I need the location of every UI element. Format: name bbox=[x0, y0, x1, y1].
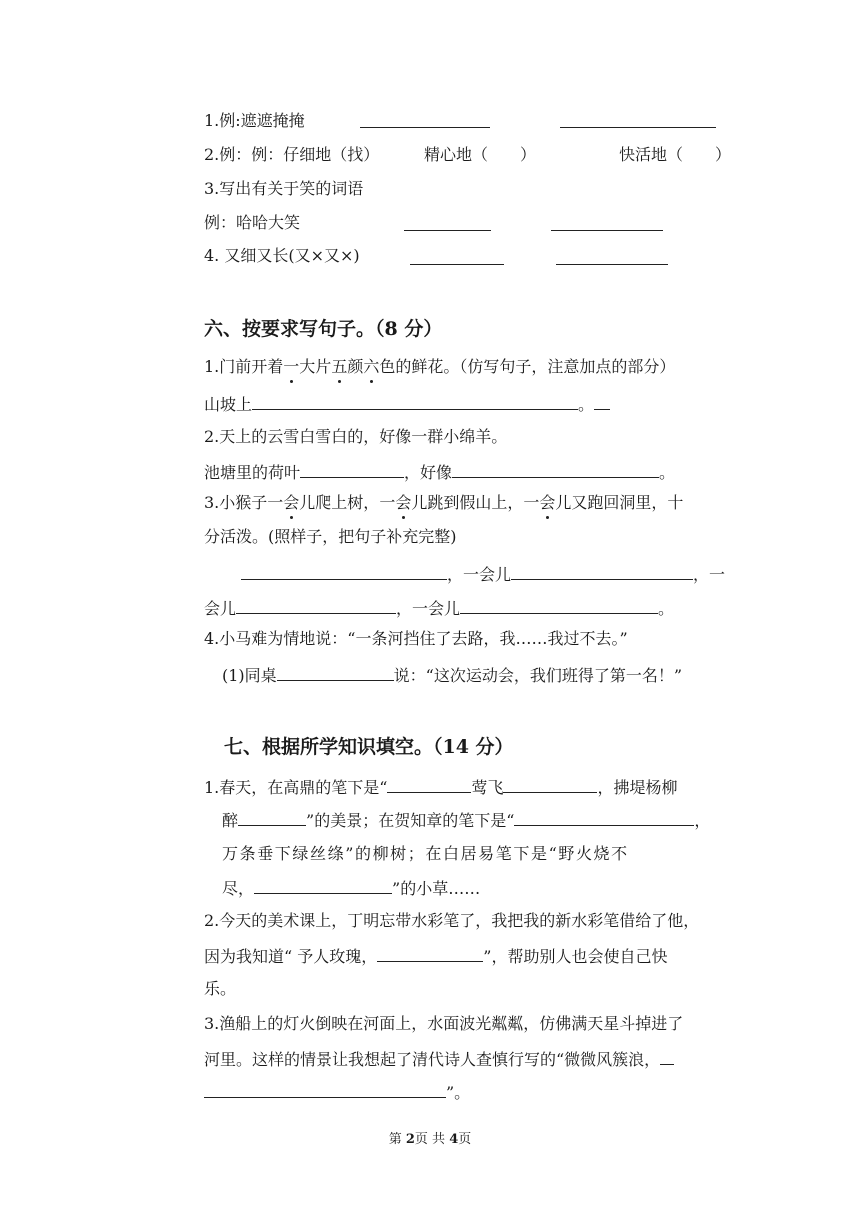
s6-q3-ans1-text: ，一会儿 bbox=[447, 565, 512, 584]
section6-heading: 六、按要求写句子。（8 分） bbox=[204, 318, 443, 340]
s7-q2-l2-a: 因为我知道“ 予人玫瑰， bbox=[204, 947, 378, 966]
s6-q3-blank-4[interactable] bbox=[460, 596, 658, 614]
s5-q2 bbox=[204, 144, 379, 166]
s6-q1-answer-suffix: 。 bbox=[578, 395, 595, 414]
s6-q3-answer-2 bbox=[204, 596, 674, 620]
s7-q2-line1 bbox=[204, 910, 699, 932]
s6-q2-answer-mid: ，好像 bbox=[404, 463, 453, 482]
page-footer bbox=[0, 1128, 860, 1147]
s6-q1-text-a: 1.门前开着 bbox=[204, 357, 284, 376]
emphasis-dot-char: 五 bbox=[331, 357, 348, 376]
s6-q2-blank-2[interactable] bbox=[452, 460, 659, 478]
s7-q2-line3 bbox=[204, 978, 236, 1000]
s7-q1-l4-a: 尽， bbox=[222, 879, 255, 898]
s7-q1-l1-b: 莺飞 bbox=[471, 778, 504, 797]
s6-q3-line2-text: 分活泼。(照样子，把句子补充完整) bbox=[204, 527, 457, 546]
s6-q4 bbox=[204, 628, 628, 650]
s6-q4-sub bbox=[222, 663, 682, 687]
s5-q4-blank-2[interactable] bbox=[556, 264, 668, 265]
s7-q1-blank-2[interactable] bbox=[503, 775, 597, 793]
s6-q3-blank-3[interactable] bbox=[236, 596, 396, 614]
s6-q4-blank[interactable] bbox=[277, 663, 394, 681]
s7-q1-blank-1[interactable] bbox=[387, 775, 471, 793]
s7-q3-blank[interactable] bbox=[204, 1080, 446, 1098]
s6-q3-ans2-text: ，一 bbox=[693, 565, 726, 584]
s5-q1-label: 1.例:遮遮掩掩 bbox=[204, 111, 305, 130]
s6-q3-answer-1 bbox=[241, 562, 725, 586]
s7-q1-l3: 万条垂下绿丝绦”的柳树；在白居易笔下是“野火烧不 bbox=[222, 844, 629, 863]
s5-q2-item3 bbox=[619, 144, 731, 166]
s7-q1-l2-b: ”的美景；在贺知章的笔下是“ bbox=[306, 811, 515, 830]
s6-q2-answer-prefix: 池塘里的荷叶 bbox=[204, 463, 301, 482]
s7-q1-blank-4[interactable] bbox=[514, 808, 694, 826]
s6-q2-answer bbox=[204, 460, 675, 484]
s7-q1-line1 bbox=[204, 775, 677, 799]
footer-total-pages: 4 bbox=[449, 1132, 459, 1147]
s7-q1-l1-c: ，拂堤杨柳 bbox=[597, 778, 678, 797]
s6-q3-blank-1[interactable] bbox=[241, 562, 447, 580]
footer-suffix: 页 bbox=[458, 1132, 472, 1147]
emphasis-dot-phrase: 一会儿 bbox=[379, 493, 428, 512]
emphasis-dot-char: 一 bbox=[283, 357, 300, 376]
s5-q3-label: 3.写出有关于笑的词语 bbox=[204, 179, 364, 198]
s6-q1-blank-tail bbox=[594, 392, 610, 410]
s5-q1-blank-1[interactable] bbox=[360, 127, 490, 128]
s6-q3-text-d: 又跑回洞里，十 bbox=[571, 493, 684, 512]
s6-q3-ans3-mid: ，一会儿 bbox=[396, 599, 461, 618]
s5-q3-blank-1[interactable] bbox=[404, 230, 491, 231]
s7-q2-line2 bbox=[204, 944, 667, 968]
s5-q2-prefix: 2.例：例：仔细地（找） bbox=[204, 145, 380, 164]
s6-q3 bbox=[204, 492, 683, 514]
s6-q1 bbox=[204, 356, 675, 378]
s5-q2-item2-text: 精心地（ ） bbox=[424, 145, 537, 164]
s7-q2-l2-b: ”，帮助别人也会使自己快 bbox=[483, 947, 668, 966]
s7-q1-l2-c: ， bbox=[694, 811, 711, 830]
emphasis-dot-phrase: 一会儿 bbox=[523, 493, 572, 512]
s6-q4-text: 4.小马难为情地说：“一条河挡住了去路，我……我过不去。” bbox=[204, 629, 628, 648]
s7-q3-l1: 3.渔船上的灯火倒映在河面上，水面波光粼粼，仿佛满天星斗掉进了 bbox=[204, 1014, 684, 1033]
s7-q1-line3 bbox=[222, 843, 629, 865]
s5-q2-item2 bbox=[424, 144, 536, 166]
footer-prefix: 第 bbox=[388, 1132, 406, 1147]
s5-q4-blank-1[interactable] bbox=[410, 264, 504, 265]
s6-q1-text-b: 大片 bbox=[299, 357, 332, 376]
s7-q2-blank[interactable] bbox=[377, 944, 483, 962]
s6-q1-blank[interactable] bbox=[252, 392, 578, 410]
footer-current-page: 2 bbox=[405, 1132, 415, 1147]
s5-q4 bbox=[204, 245, 360, 267]
s7-q1-line4 bbox=[222, 876, 480, 900]
s7-q1-l4-b: ”的小草…… bbox=[392, 879, 481, 898]
section7-heading: 七、根据所学知识填空。（14 分） bbox=[224, 736, 514, 758]
s7-q1-l1-a: 1.春天，在高鼎的笔下是“ bbox=[204, 778, 388, 797]
s6-q1-answer-prefix: 山坡上 bbox=[204, 395, 253, 414]
s7-q3-blank-start[interactable] bbox=[660, 1047, 674, 1065]
s6-q3-ans3-prefix: 会儿 bbox=[204, 599, 237, 618]
s6-q3-blank-2[interactable] bbox=[511, 562, 693, 580]
s7-q2-l3: 乐。 bbox=[204, 979, 237, 998]
s7-q1-blank-5[interactable] bbox=[254, 876, 392, 894]
s6-q3-ans3-suffix: 。 bbox=[658, 599, 675, 618]
s5-q1-blank-2[interactable] bbox=[560, 127, 716, 128]
emphasis-dot-phrase: 一会儿 bbox=[267, 493, 316, 512]
footer-middle: 页 共 bbox=[414, 1132, 450, 1147]
s7-q3-line1 bbox=[204, 1013, 683, 1035]
s7-q3-l2: 河里。这样的情景让我想起了清代诗人查慎行写的“微微风簇浪， bbox=[204, 1050, 661, 1069]
s5-q3 bbox=[204, 178, 363, 200]
s6-q3-text-c: 跳到假山上， bbox=[427, 493, 524, 512]
s7-q1-l2-a: 醉 bbox=[222, 811, 239, 830]
s6-q3-text-a: 3.小猴子 bbox=[204, 493, 268, 512]
s5-q3-blank-2[interactable] bbox=[551, 230, 663, 231]
s7-q2-l1: 2.今天的美术课上，丁明忘带水彩笔了，我把我的新水彩笔借给了他， bbox=[204, 911, 700, 930]
s6-q4-sub-prefix: (1)同桌 bbox=[222, 666, 277, 685]
s6-q2 bbox=[204, 426, 507, 448]
emphasis-dot-char: 六 bbox=[363, 357, 380, 376]
s6-q2-text: 2.天上的云雪白雪白的，好像一群小绵羊。 bbox=[204, 427, 508, 446]
s7-q3-line2 bbox=[204, 1047, 674, 1071]
s5-q1 bbox=[204, 110, 305, 132]
s5-q3-example-text: 例：哈哈大笑 bbox=[204, 213, 301, 232]
s5-q4-label: 4. 又细又长(又×又×) bbox=[204, 246, 360, 265]
s6-q3-text-b: 爬上树， bbox=[315, 493, 380, 512]
s6-q1-answer bbox=[204, 392, 610, 416]
s5-q2-item3-text: 快活地（ ） bbox=[619, 145, 732, 164]
s7-q1-line2 bbox=[222, 808, 710, 832]
s6-q1-text-c: 颜 bbox=[347, 357, 364, 376]
s6-q1-text-d: 色的鲜花。（仿写句子，注意加点的部分） bbox=[379, 357, 676, 376]
s7-q1-blank-3[interactable] bbox=[238, 808, 306, 826]
s6-q2-answer-suffix: 。 bbox=[659, 463, 676, 482]
s7-q3-l3-suffix: ”。 bbox=[446, 1083, 471, 1102]
s6-q3-line2 bbox=[204, 526, 457, 548]
s6-q4-sub-suffix: 说：“这次运动会，我们班得了第一名！” bbox=[393, 666, 683, 685]
s7-q3-line3 bbox=[204, 1080, 470, 1104]
s6-q2-blank-1[interactable] bbox=[300, 460, 404, 478]
s5-q3-example bbox=[204, 212, 300, 234]
